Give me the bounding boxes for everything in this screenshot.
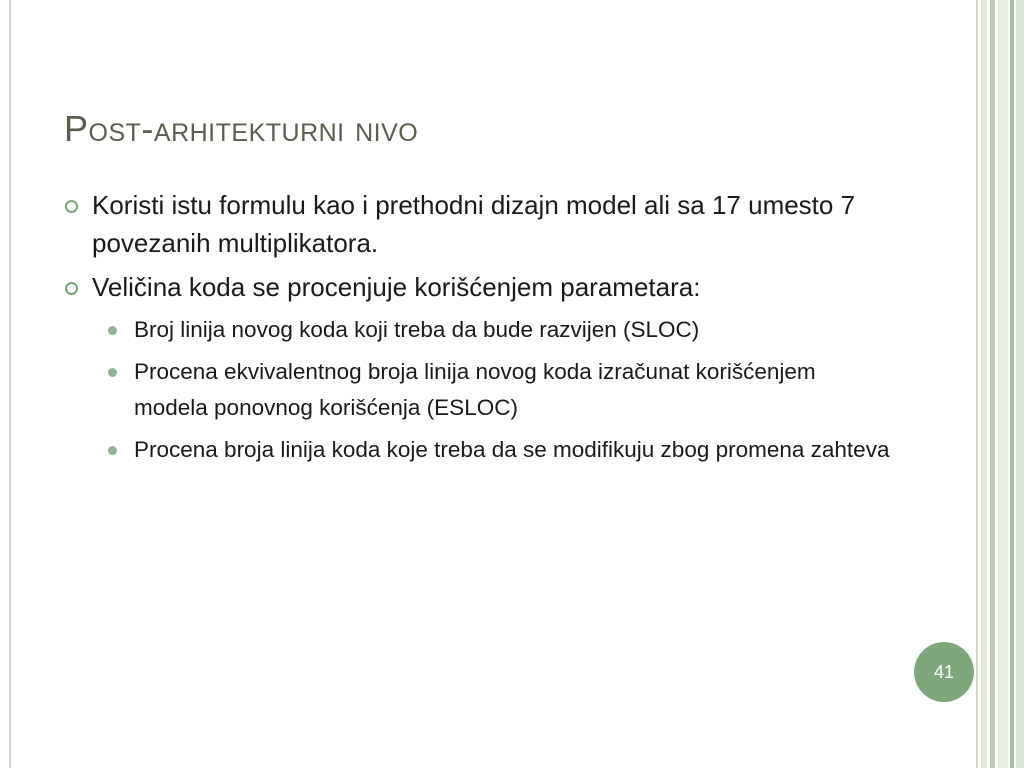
bullet-text: Veličina koda se procenjuje korišćenjem parametara: bbox=[92, 272, 701, 302]
slide-title: Post-arhitekturni nivo bbox=[64, 108, 419, 149]
sub-bullet-text: Procena broja linija koda koje treba da se modifikuju zbog promena zahteva bbox=[134, 437, 890, 462]
left-border-line bbox=[9, 0, 11, 768]
bullet-item bbox=[64, 186, 894, 262]
sub-bullet-text: Broj linija novog koda koji treba da bude razvijen (SLOC) bbox=[134, 317, 700, 342]
slide-content bbox=[64, 186, 894, 474]
stripe bbox=[998, 0, 1008, 768]
right-decorative-stripes bbox=[976, 0, 1024, 768]
dot-bullet-icon bbox=[108, 446, 117, 455]
bullet-text: Koristi istu formulu kao i prethodni dizajn model ali sa 17 umesto 7 povezanih multiplikatora. bbox=[92, 190, 856, 258]
stripe bbox=[1010, 0, 1014, 768]
sub-bullet-item bbox=[64, 312, 894, 348]
stripe bbox=[990, 0, 995, 768]
dot-bullet-icon bbox=[108, 368, 117, 377]
sub-bullet-item bbox=[64, 354, 894, 426]
bullet-item bbox=[64, 268, 894, 306]
dot-bullet-icon bbox=[108, 326, 117, 335]
ring-bullet-icon bbox=[65, 200, 78, 213]
stripe bbox=[1016, 0, 1024, 768]
page-number-badge: 41 bbox=[914, 642, 974, 702]
ring-bullet-icon bbox=[65, 282, 78, 295]
stripe bbox=[981, 0, 987, 768]
sub-bullet-text: Procena ekvivalentnog broja linija novog koda izračunat korišćenjem modela ponovnog korišćenja (ESLOC) bbox=[134, 359, 816, 420]
stripe bbox=[976, 0, 978, 768]
sub-bullet-item bbox=[64, 432, 894, 468]
